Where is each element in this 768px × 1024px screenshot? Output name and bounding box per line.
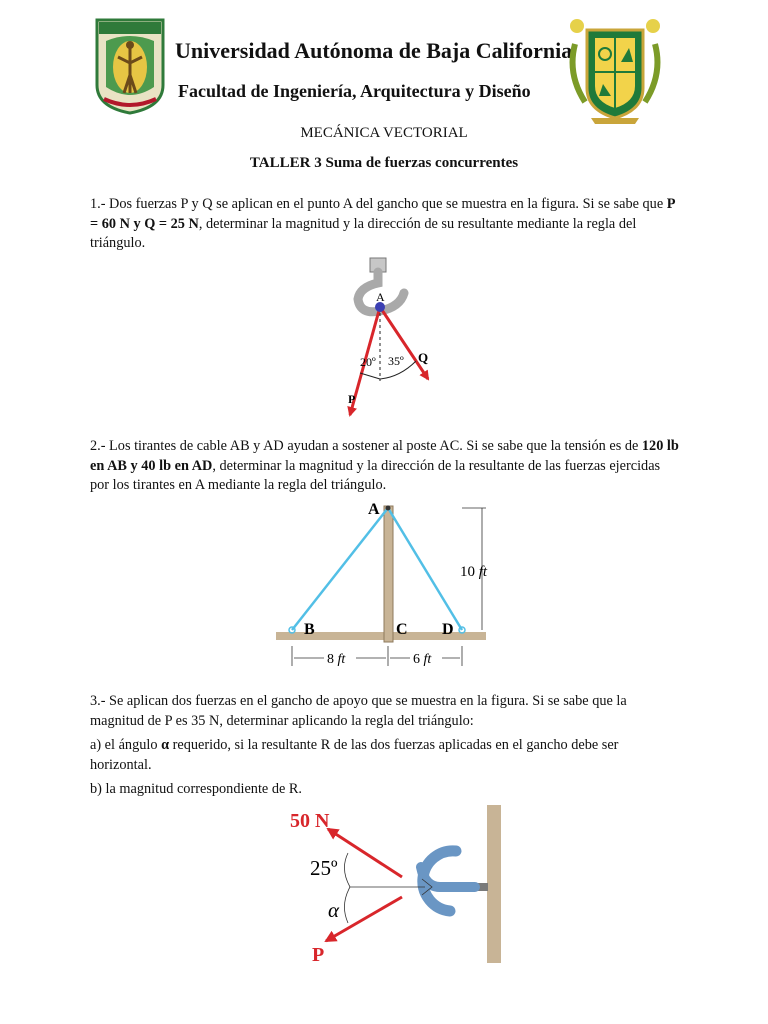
post-ac [384,506,393,642]
problem-3-part-a: a) el ángulo α requerido, si la resultante R de las dos fuerzas aplicadas en el gancho debe ser horizontal. [90,737,619,773]
force-50n-label: 50 N [290,810,330,832]
faculty-title: Facultad de Ingeniería, Arquitectura y Diseño [178,81,531,101]
distance-cd-label: 6 ft [413,652,432,667]
problem-3-intro: 3.- Se aplican dos fuerzas en el gancho de apoyo que se muestra en la figura. Si se sabe que la magnitud de P es 35 N, determinar aplicando la regla del triángulo: [90,693,627,729]
post-cable-figure [272,496,502,676]
uabc-logo [94,17,166,115]
course-name: MECÁNICA VECTORIAL [300,125,468,141]
label-b: B [304,621,315,638]
force-50n-arrow [328,829,402,877]
alpha-label: α [328,898,340,922]
university-title: Universidad Autónoma de Baja California [175,38,573,63]
force-p-label: P [312,944,325,966]
angle-35-label: 35º [388,354,404,368]
distance-bc-label: 8 ft [327,652,346,667]
cable-ab [292,508,388,630]
cable-ad [388,508,462,630]
point-a-label: A [376,290,385,304]
label-d: D [442,621,454,638]
angle-25-label: 25º [310,856,338,880]
problem-1-text: 1.- Dos fuerzas P y Q se aplican en el punto A del gancho que se muestra en la figura. Si se sabe que P = 60 N y Q = 25 N, determinar la magnitud y la dirección de su resultante mediante la regla del triángulo. [90,196,675,251]
label-c: C [396,621,408,638]
force-q-label: Q [418,350,429,365]
hook-figure-1 [320,255,450,425]
angle-20-label: 20º [360,355,376,369]
height-label: 10 ft [460,564,488,580]
force-p-label: P [348,392,356,406]
force-q-arrow [380,307,428,379]
problem-2-text: 2.- Los tirantes de cable AB y AD ayudan a sostener al poste AC. Si se sabe que la tensión es de 120 lb en AB y 40 lb en AD, determinar la magnitud y la dirección de la resultante de las fuerzas ejercidas por los tirantes en A mediante la regla del triángulo. [90,438,679,493]
workshop-title: TALLER 3 Suma de fuerzas concurrentes [249,155,519,171]
label-a: A [368,501,380,518]
problem-3-part-b: b) la magnitud correspondiente de R. [90,781,303,797]
hook-ring [423,851,456,911]
hook-figure-3 [280,803,512,968]
faculty-logo [565,14,665,126]
support-wall [487,805,501,963]
